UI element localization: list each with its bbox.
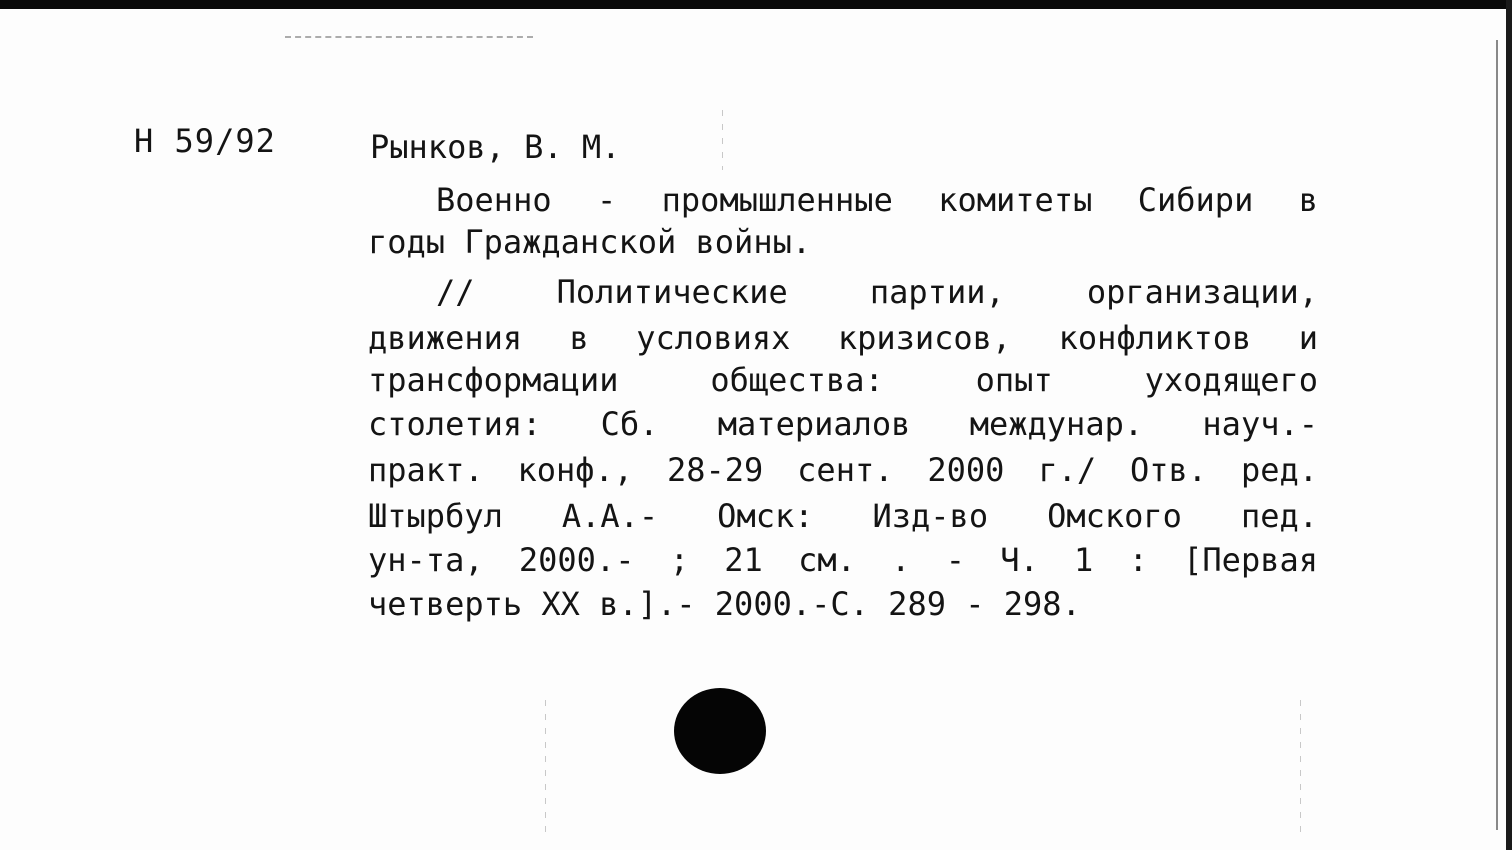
source-line: движения в условиях кризисов, конфликтов и <box>368 319 1318 357</box>
source-line: столетия: Сб. материалов междунар. науч.- <box>368 405 1318 443</box>
source-line: трансформации общества: опыт уходящего <box>368 361 1318 399</box>
title-line: Военно - промышленные комитеты Сибири в <box>436 181 1318 219</box>
shelfmark: Н 59/92 <box>134 122 276 160</box>
punch-hole <box>674 688 766 774</box>
source-line: ун-та, 2000.- ; 21 см. . - Ч. 1 : [Первая <box>368 541 1318 579</box>
author-heading: Рынков, В. М. <box>370 128 621 166</box>
scan-right-border <box>1506 0 1512 850</box>
card-edge-line <box>1496 40 1498 830</box>
scan-artifact-line <box>545 700 546 840</box>
source-line: практ. конф., 28-29 сент. 2000 г./ Отв. ред. <box>368 451 1318 489</box>
source-line: // Политические партии, организации, <box>436 273 1318 311</box>
scan-artifact-dash <box>285 36 533 42</box>
title-line: годы Гражданской войны. <box>368 223 812 261</box>
source-line: четверть XX в.].- 2000.-С. 289 - 298. <box>368 585 1081 623</box>
scan-top-border <box>0 0 1512 9</box>
source-line: Штырбул А.А.- Омск: Изд-во Омского пед. <box>368 497 1318 535</box>
scan-artifact-line <box>1300 700 1301 840</box>
scan-artifact-line <box>722 110 723 170</box>
